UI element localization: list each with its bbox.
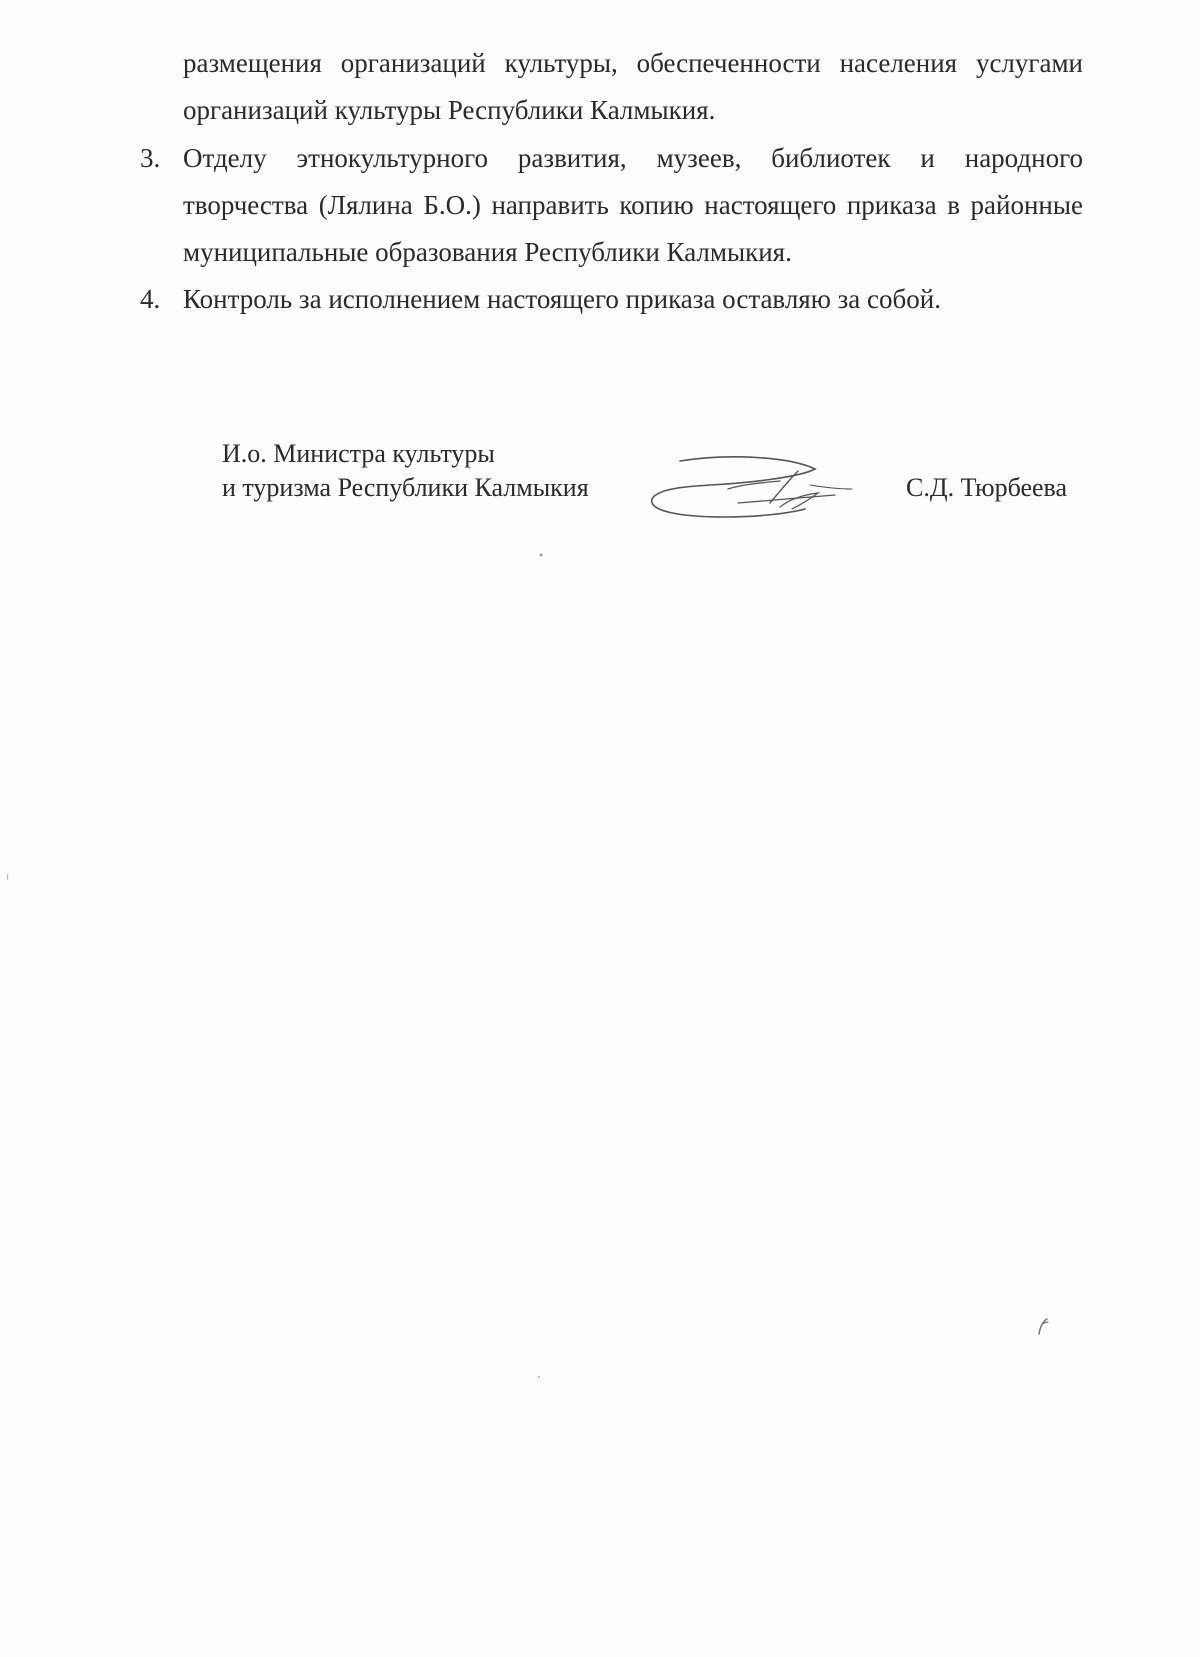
signature-image (640, 455, 860, 525)
signatory-position (222, 437, 589, 505)
list-item-number: 4. (140, 284, 161, 314)
list-item-text (183, 135, 1083, 276)
continuation-line: организаций культуры Республики Калмыкия. (183, 95, 716, 125)
scan-mark (1036, 1316, 1050, 1336)
list-item-line: Контроль за исполнением настоящего приказа оставляю за собой. (183, 284, 941, 314)
list-item-number: 3. (140, 143, 161, 173)
scan-speck (538, 552, 544, 558)
continuation-paragraph (183, 40, 1083, 134)
list-item-4 (140, 276, 1083, 323)
list-item-line: Отделу этнокультурного развития, музеев, библиотек и народного (183, 143, 1083, 173)
signatory-position-line: и туризма Республики Калмыкия (222, 473, 589, 502)
scan-speck (536, 1374, 542, 1380)
signatory-name: С.Д. Тюрбеева (906, 473, 1068, 502)
list-item-line: творчества (Лялина Б.О.) направить копию настоящего приказа в районные (183, 190, 1083, 220)
continuation-line: размещения организаций культуры, обеспеченности населения услугами (183, 48, 1083, 78)
signatory-position-line: И.о. Министра культуры (222, 439, 495, 468)
list-item-text (183, 276, 1083, 323)
list-item-3 (140, 135, 1083, 276)
scan-speck (6, 874, 10, 880)
list-item-line: муниципальные образования Республики Калмыкия. (183, 237, 792, 267)
